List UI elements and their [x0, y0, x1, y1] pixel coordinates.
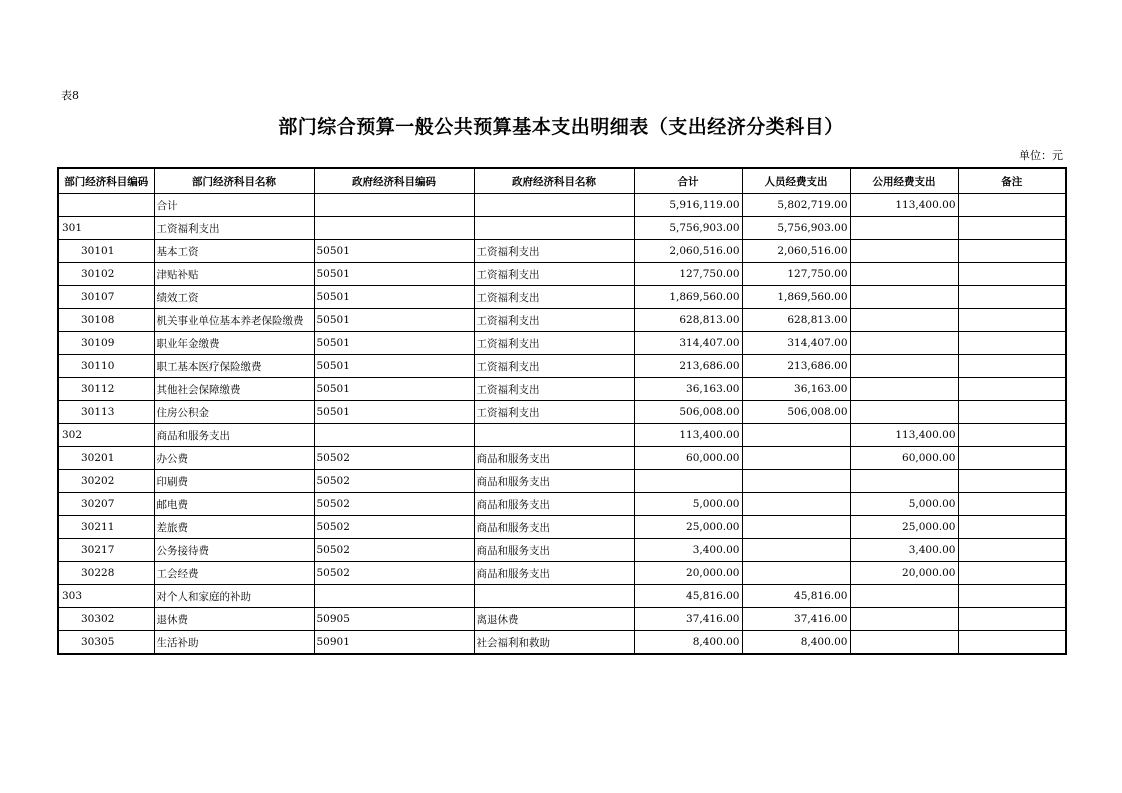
cell-gov-code: 50501: [314, 240, 474, 263]
header-note: 备注: [958, 168, 1066, 194]
cell-dept-code: 301: [58, 217, 154, 240]
cell-public: 60,000.00: [850, 447, 958, 470]
cell-dept-code: 30207: [58, 493, 154, 516]
cell-public: [850, 401, 958, 424]
cell-public: [850, 309, 958, 332]
cell-gov-name: 工资福利支出: [474, 240, 634, 263]
table-row: [58, 470, 1066, 493]
cell-dept-code: 30302: [58, 608, 154, 631]
cell-dept-code: 30101: [58, 240, 154, 263]
cell-personnel: 5,756,903.00: [742, 217, 850, 240]
cell-dept-code: 30202: [58, 470, 154, 493]
cell-personnel: [742, 516, 850, 539]
cell-gov-code: 50501: [314, 286, 474, 309]
cell-gov-name: 工资福利支出: [474, 263, 634, 286]
cell-note: [958, 585, 1066, 608]
cell-personnel: 36,163.00: [742, 378, 850, 401]
table-body: [58, 194, 1066, 655]
cell-total: 45,816.00: [634, 585, 742, 608]
cell-public: 25,000.00: [850, 516, 958, 539]
cell-dept-name: 职业年金缴费: [154, 332, 314, 355]
cell-note: [958, 562, 1066, 585]
cell-personnel: [742, 493, 850, 516]
cell-dept-code: 30211: [58, 516, 154, 539]
cell-total: 506,008.00: [634, 401, 742, 424]
table-row: [58, 263, 1066, 286]
header-dept-name: 部门经济科目名称: [154, 168, 314, 194]
cell-total: 5,000.00: [634, 493, 742, 516]
cell-gov-name: 商品和服务支出: [474, 516, 634, 539]
cell-dept-code: 30305: [58, 631, 154, 655]
cell-dept-code: 302: [58, 424, 154, 447]
cell-dept-name: 工资福利支出: [154, 217, 314, 240]
cell-dept-name: 工会经费: [154, 562, 314, 585]
cell-dept-code: 30108: [58, 309, 154, 332]
cell-gov-code: 50501: [314, 309, 474, 332]
cell-dept-name: 绩效工资: [154, 286, 314, 309]
cell-gov-name: [474, 585, 634, 608]
cell-dept-code: 30228: [58, 562, 154, 585]
table-row: [58, 194, 1066, 217]
cell-public: [850, 608, 958, 631]
cell-total: 25,000.00: [634, 516, 742, 539]
header-gov-code: 政府经济科目编码: [314, 168, 474, 194]
cell-dept-code: 30102: [58, 263, 154, 286]
cell-personnel: 628,813.00: [742, 309, 850, 332]
cell-personnel: 314,407.00: [742, 332, 850, 355]
cell-gov-code: 50502: [314, 562, 474, 585]
header-gov-name: 政府经济科目名称: [474, 168, 634, 194]
page-title: 部门综合预算一般公共预算基本支出明细表（支出经济分类科目）: [278, 116, 844, 138]
cell-dept-name: 住房公积金: [154, 401, 314, 424]
table-number: 表8: [61, 89, 79, 102]
cell-gov-name: 工资福利支出: [474, 286, 634, 309]
cell-personnel: [742, 447, 850, 470]
table-row: [58, 355, 1066, 378]
cell-public: 3,400.00: [850, 539, 958, 562]
cell-total: 5,916,119.00: [634, 194, 742, 217]
cell-public: [850, 585, 958, 608]
cell-gov-code: 50502: [314, 516, 474, 539]
header-dept-code: 部门经济科目编码: [58, 168, 154, 194]
cell-gov-name: 离退休费: [474, 608, 634, 631]
cell-personnel: [742, 424, 850, 447]
cell-dept-name: 退休费: [154, 608, 314, 631]
cell-personnel: 1,869,560.00: [742, 286, 850, 309]
cell-public: [850, 378, 958, 401]
cell-dept-name: 印刷费: [154, 470, 314, 493]
cell-public: [850, 332, 958, 355]
cell-public: 113,400.00: [850, 194, 958, 217]
budget-table: [57, 167, 1067, 655]
cell-note: [958, 194, 1066, 217]
cell-gov-name: 商品和服务支出: [474, 539, 634, 562]
cell-personnel: 506,008.00: [742, 401, 850, 424]
cell-dept-code: 30113: [58, 401, 154, 424]
cell-note: [958, 608, 1066, 631]
cell-gov-name: 工资福利支出: [474, 401, 634, 424]
cell-personnel: [742, 470, 850, 493]
cell-total: 20,000.00: [634, 562, 742, 585]
cell-note: [958, 263, 1066, 286]
cell-gov-code: [314, 194, 474, 217]
cell-note: [958, 378, 1066, 401]
table-row: [58, 493, 1066, 516]
cell-gov-code: [314, 217, 474, 240]
table-row: [58, 217, 1066, 240]
cell-gov-code: 50501: [314, 401, 474, 424]
cell-dept-name: 机关事业单位基本养老保险缴费: [154, 309, 314, 332]
cell-dept-code: 30217: [58, 539, 154, 562]
cell-note: [958, 332, 1066, 355]
cell-personnel: 127,750.00: [742, 263, 850, 286]
cell-dept-name: 商品和服务支出: [154, 424, 314, 447]
cell-public: 20,000.00: [850, 562, 958, 585]
header-personnel: 人员经费支出: [742, 168, 850, 194]
cell-gov-name: [474, 424, 634, 447]
table-header-row: [58, 168, 1066, 194]
cell-note: [958, 470, 1066, 493]
cell-total: 113,400.00: [634, 424, 742, 447]
cell-public: 113,400.00: [850, 424, 958, 447]
cell-gov-name: 商品和服务支出: [474, 447, 634, 470]
cell-public: [850, 470, 958, 493]
table-row: [58, 309, 1066, 332]
cell-public: [850, 240, 958, 263]
cell-note: [958, 309, 1066, 332]
cell-personnel: [742, 562, 850, 585]
cell-gov-name: 商品和服务支出: [474, 562, 634, 585]
cell-total: 127,750.00: [634, 263, 742, 286]
cell-note: [958, 424, 1066, 447]
cell-dept-code: 30109: [58, 332, 154, 355]
cell-gov-code: 50501: [314, 332, 474, 355]
cell-dept-name: 邮电费: [154, 493, 314, 516]
cell-personnel: 45,816.00: [742, 585, 850, 608]
cell-note: [958, 286, 1066, 309]
cell-dept-code: 303: [58, 585, 154, 608]
cell-gov-name: 工资福利支出: [474, 378, 634, 401]
cell-dept-name: 对个人和家庭的补助: [154, 585, 314, 608]
cell-total: 628,813.00: [634, 309, 742, 332]
cell-dept-code: 30112: [58, 378, 154, 401]
cell-personnel: 37,416.00: [742, 608, 850, 631]
cell-total: 8,400.00: [634, 631, 742, 655]
table-row: [58, 631, 1066, 655]
cell-public: [850, 217, 958, 240]
cell-gov-name: 商品和服务支出: [474, 493, 634, 516]
cell-dept-name: 公务接待费: [154, 539, 314, 562]
cell-note: [958, 493, 1066, 516]
cell-total: 1,869,560.00: [634, 286, 742, 309]
cell-note: [958, 217, 1066, 240]
cell-total: 314,407.00: [634, 332, 742, 355]
cell-gov-code: 50905: [314, 608, 474, 631]
table-row: [58, 539, 1066, 562]
cell-total: 37,416.00: [634, 608, 742, 631]
cell-dept-name: 职工基本医疗保险缴费: [154, 355, 314, 378]
cell-note: [958, 447, 1066, 470]
cell-public: 5,000.00: [850, 493, 958, 516]
table-row: [58, 447, 1066, 470]
cell-gov-code: 50502: [314, 493, 474, 516]
cell-dept-code: 30107: [58, 286, 154, 309]
cell-gov-name: 社会福利和救助: [474, 631, 634, 655]
cell-dept-code: 30201: [58, 447, 154, 470]
cell-gov-code: 50502: [314, 539, 474, 562]
cell-gov-name: 工资福利支出: [474, 355, 634, 378]
table-row: [58, 585, 1066, 608]
cell-note: [958, 539, 1066, 562]
cell-dept-name: 其他社会保障缴费: [154, 378, 314, 401]
cell-dept-name: 差旅费: [154, 516, 314, 539]
cell-gov-name: 商品和服务支出: [474, 470, 634, 493]
cell-note: [958, 631, 1066, 655]
cell-personnel: 5,802,719.00: [742, 194, 850, 217]
cell-public: [850, 286, 958, 309]
cell-public: [850, 355, 958, 378]
cell-gov-name: 工资福利支出: [474, 332, 634, 355]
cell-total: 3,400.00: [634, 539, 742, 562]
cell-gov-code: 50901: [314, 631, 474, 655]
cell-gov-code: [314, 424, 474, 447]
cell-note: [958, 401, 1066, 424]
unit-label: 单位：元: [1019, 149, 1063, 162]
table-row: [58, 401, 1066, 424]
cell-total: 5,756,903.00: [634, 217, 742, 240]
cell-gov-name: [474, 194, 634, 217]
header-public: 公用经费支出: [850, 168, 958, 194]
table-row: [58, 378, 1066, 401]
cell-dept-name: 生活补助: [154, 631, 314, 655]
cell-personnel: [742, 539, 850, 562]
cell-gov-code: 50502: [314, 447, 474, 470]
table-row: [58, 240, 1066, 263]
cell-gov-code: 50502: [314, 470, 474, 493]
cell-personnel: 2,060,516.00: [742, 240, 850, 263]
cell-total: [634, 470, 742, 493]
table-row: [58, 424, 1066, 447]
cell-dept-code: [58, 194, 154, 217]
cell-gov-code: 50501: [314, 378, 474, 401]
cell-gov-code: 50501: [314, 263, 474, 286]
table-row: [58, 608, 1066, 631]
table-row: [58, 562, 1066, 585]
table-row: [58, 516, 1066, 539]
cell-total: 36,163.00: [634, 378, 742, 401]
cell-personnel: 213,686.00: [742, 355, 850, 378]
cell-public: [850, 631, 958, 655]
table-row: [58, 286, 1066, 309]
cell-note: [958, 516, 1066, 539]
cell-total: 60,000.00: [634, 447, 742, 470]
cell-gov-code: 50501: [314, 355, 474, 378]
cell-dept-name: 津贴补贴: [154, 263, 314, 286]
cell-public: [850, 263, 958, 286]
cell-dept-code: 30110: [58, 355, 154, 378]
cell-gov-code: [314, 585, 474, 608]
cell-dept-name: 办公费: [154, 447, 314, 470]
cell-total: 213,686.00: [634, 355, 742, 378]
header-total: 合计: [634, 168, 742, 194]
cell-gov-name: [474, 217, 634, 240]
cell-dept-name: 合计: [154, 194, 314, 217]
table-row: [58, 332, 1066, 355]
cell-personnel: 8,400.00: [742, 631, 850, 655]
cell-gov-name: 工资福利支出: [474, 309, 634, 332]
cell-total: 2,060,516.00: [634, 240, 742, 263]
cell-note: [958, 355, 1066, 378]
cell-note: [958, 240, 1066, 263]
cell-dept-name: 基本工资: [154, 240, 314, 263]
